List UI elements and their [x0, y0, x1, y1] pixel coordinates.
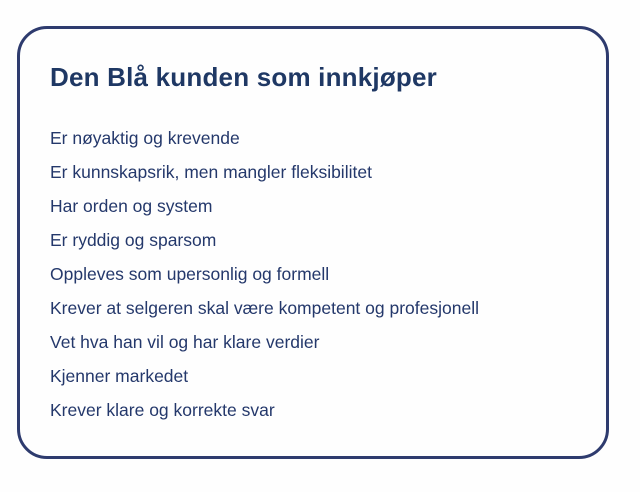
list-item: Krever at selgeren skal være kompetent og profesjonell [50, 298, 479, 318]
list-item: Kjenner markedet [50, 366, 189, 386]
list-item: Har orden og system [50, 196, 213, 216]
list-item: Er nøyaktig og krevende [50, 128, 240, 148]
slide-title: Den Blå kunden som innkjøper [50, 62, 437, 92]
list-item: Krever klare og korrekte svar [50, 400, 275, 420]
slide-content [20, 29, 606, 427]
bullet-list [50, 121, 576, 427]
list-item: Vet hva han vil og har klare verdier [50, 332, 320, 352]
list-item: Oppleves som upersonlig og formell [50, 264, 330, 284]
list-item: Er kunnskapsrik, men mangler fleksibilitet [50, 162, 372, 182]
slide-border-frame [17, 26, 609, 459]
list-item: Er ryddig og sparsom [50, 230, 217, 250]
